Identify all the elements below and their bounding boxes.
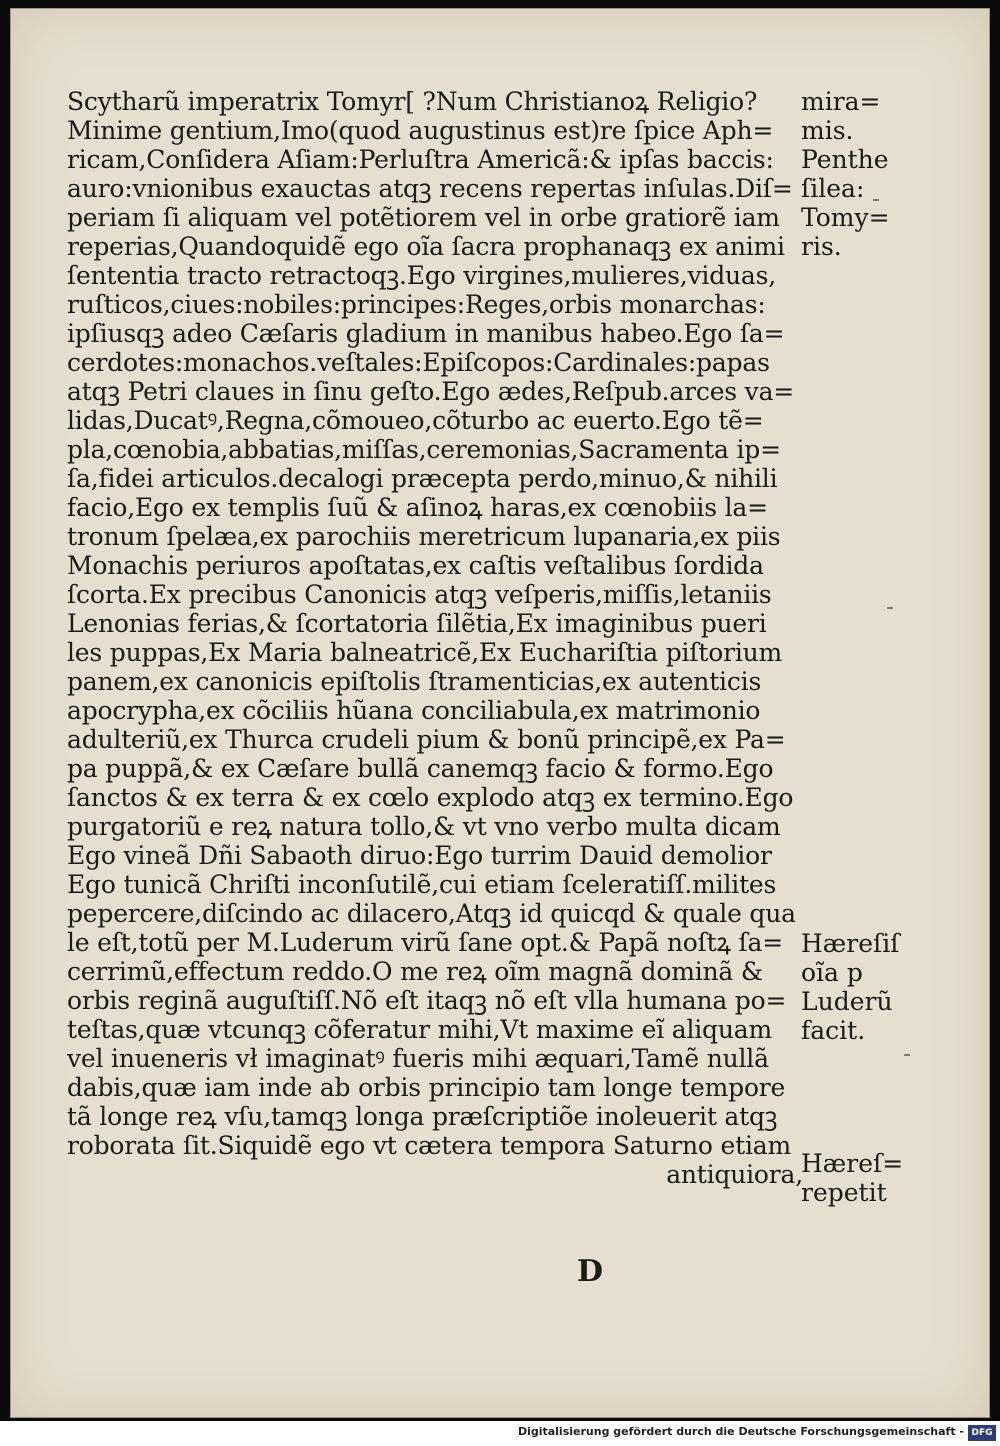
margin-note-line: Tomy= <box>801 203 890 232</box>
text-line: Scytharũ imperatrix Tomyr[ ?Num Christianoꝝ Religio? <box>67 87 758 116</box>
text-line: Minime gentium,Imo(quod augustinus est)re ſpice Aph= <box>67 116 774 145</box>
margin-note-line: Penthe <box>801 145 889 174</box>
text-line: atqꝫ Petri claues in ſinu geſto.Ego ædes,Reſpub.arces va= <box>67 377 795 406</box>
margin-note-haeresis <box>801 929 900 1045</box>
signature-mark: D <box>577 1254 604 1289</box>
text-line: Ego vineã Dñi Sabaoth diruo:Ego turrim Dauid demolior <box>67 841 772 870</box>
text-line: tronum ſpelæa,ex parochiis meretricum lupanaria,ex piis <box>67 522 781 551</box>
text-line: ſa,fidei articulos.decalogi præcepta perdo,minuo,& nihili <box>67 464 778 493</box>
ink-speck <box>873 199 879 201</box>
book-page <box>10 8 990 1418</box>
margin-note-repetit <box>801 1149 903 1207</box>
margin-note-line: ſilea: <box>801 174 865 203</box>
text-line: reperias,Quandoquidẽ ego oĩa ſacra prophanaqꝫ ex animi <box>67 232 785 261</box>
text-line-catchword: antiquiora, <box>666 1160 803 1189</box>
text-line: ricam,Conſidera Aſiam:Perluſtra Americã:& ipſas baccis: <box>67 145 774 174</box>
text-line: facio,Ego ex templis ſuũ & aſinoꝝ haras,ex cœnobiis la= <box>67 493 768 522</box>
text-line: orbis reginã auguſtiſſ.Nõ eſt itaqꝫ nõ eſt vlla humana po= <box>67 986 787 1015</box>
text-line: ſententia tracto retractoqꝫ.Ego virgines,mulieres,viduas, <box>67 261 777 290</box>
text-line: dabis,quæ iam inde ab orbis principio tam longe tempore <box>67 1073 786 1102</box>
text-line: auro:vnionibus exauctas atqꝫ recens repertas inſulas.Diſ= <box>67 174 793 203</box>
margin-note-line: Hæreſiſ <box>801 929 900 958</box>
text-line: periam ſi aliquam vel potẽtiorem vel in orbe gratiorẽ iam <box>67 203 780 232</box>
margin-note-line: Hæreſ= <box>801 1149 904 1178</box>
margin-note-tomyris <box>801 87 890 261</box>
text-line: Lenonias ferias,& ſcortatoria ſilẽtia,Ex imaginibus pueri <box>67 609 767 638</box>
text-line: teſtas,quæ vtcunqꝫ cõferatur mihi,Vt maxime eĩ aliquam <box>67 1015 772 1044</box>
text-line: les puppas,Ex Maria balneatricẽ,Ex Euchariſtia piſtorium <box>67 638 783 667</box>
margin-note-line: oĩa p <box>801 958 863 987</box>
text-line: cerdotes:monachos.veſtales:Epiſcopos:Cardinales:papas <box>67 348 770 377</box>
margin-note-line: ris. <box>801 232 842 261</box>
margin-note-line: Luderũ <box>801 987 893 1016</box>
text-line: lidas,Ducatꝰ,Regna,cõmoueo,cõturbo ac euerto.Ego tẽ= <box>67 406 764 435</box>
text-line: Ego tunicã Chriſti inconſutilẽ,cui etiam ſceleratiſſ.milites <box>67 870 777 899</box>
text-line: apocrypha,ex cõciliis hũana conciliabula,ex matrimonio <box>67 696 761 725</box>
text-line: Monachis periuros apoſtatas,ex caſtis veſtalibus ſordida <box>67 551 764 580</box>
ink-speck <box>887 607 893 609</box>
text-line: panem,ex canonicis epiſtolis ſtramenticias,ex autenticis <box>67 667 762 696</box>
text-line: ipſiusqꝫ adeo Cæſaris gladium in manibus habeo.Ego ſa= <box>67 319 785 348</box>
text-line: roborata ſit.Siquidẽ ego vt cætera tempora Saturno etiam <box>67 1131 791 1160</box>
text-line: le eſt,totũ per M.Luderum virũ ſane opt.& Papã noſtꝝ ſa= <box>67 928 783 957</box>
margin-note-line: repetit <box>801 1178 887 1207</box>
body-text <box>67 87 807 1189</box>
margin-note-line: mis. <box>801 116 854 145</box>
margin-note-line: mira= <box>801 87 881 116</box>
text-line: tã longe reꝝ vſu,tamqꝫ longa præſcriptiõe inoleuerit atqꝫ <box>67 1102 778 1131</box>
text-line: pepercere,diſcindo ac dilacero,Atqꝫ id quicqd & quale qua <box>67 899 796 928</box>
dfg-logo: DFG <box>968 1425 996 1441</box>
text-line: adulteriũ,ex Thurca crudeli pium & bonũ principẽ,ex Pa= <box>67 725 786 754</box>
text-line: ſanctos & ex terra & ex cœlo explodo atqꝫ ex termino.Ego <box>67 783 794 812</box>
text-line: ruſticos,ciues:nobiles:principes:Reges,orbis monarchas: <box>67 290 766 319</box>
text-line: purgatoriũ e reꝝ natura tollo,& vt vno verbo multa dicam <box>67 812 781 841</box>
text-line: pla,cœnobia,abbatias,miſſas,ceremonias,Sacramenta ip= <box>67 435 781 464</box>
text-line: vel inueneris vł imaginatꝰ fueris mihi æquari,Tamẽ nullã <box>67 1044 769 1073</box>
text-line: pa puppã,& ex Cæſare bullã canemqꝫ facio & formo.Ego <box>67 754 774 783</box>
footer-credit: Digitalisierung gefördert durch die Deutsche Forschungsgemeinschaft - <box>517 1425 964 1438</box>
text-line: cerrimũ,effectum reddo.O me reꝝ oĩm magnã dominã & <box>67 957 763 986</box>
text-line: ſcorta.Ex precibus Canonicis atqꝫ veſperis,miſſis,letaniis <box>67 580 772 609</box>
margin-note-line: facit. <box>801 1016 866 1045</box>
ink-speck <box>904 1054 910 1056</box>
footer-bar <box>0 1421 1000 1446</box>
